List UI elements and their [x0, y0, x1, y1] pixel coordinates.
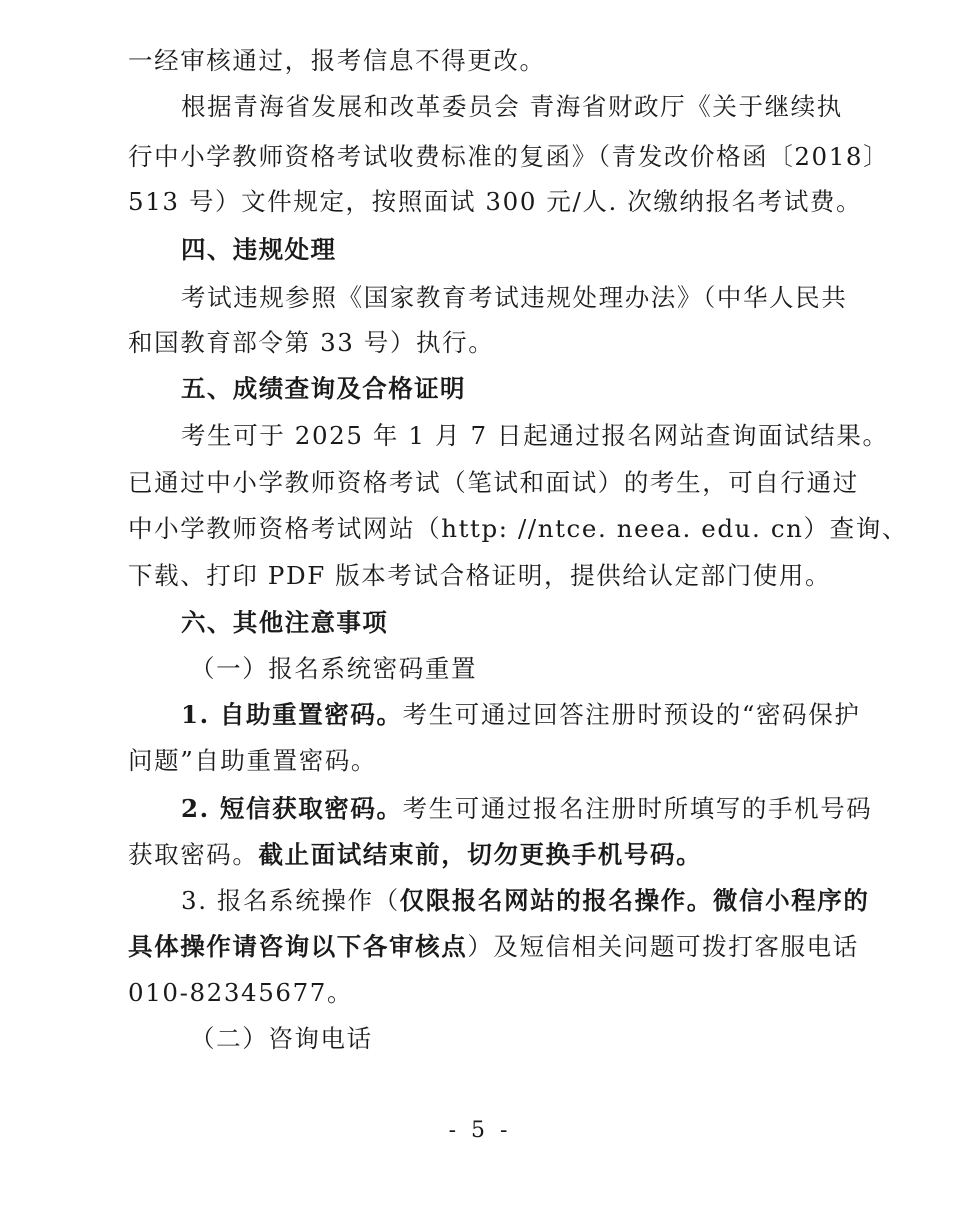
item-text: ）及短信相关问题可拨打客服电话	[467, 932, 859, 961]
paragraph-line	[181, 884, 870, 918]
paragraph-line: 一经审核通过，报考信息不得更改。	[128, 46, 546, 75]
item-text: 考生可通过回答注册时预设的“密码保护	[402, 700, 861, 729]
page-number: - 5 -	[448, 1118, 512, 1143]
item-text: 获取密码。	[128, 840, 259, 869]
paragraph-line	[128, 930, 859, 964]
item-text: 3. 报名系统操作（	[181, 886, 400, 915]
paragraph-line: 行中小学教师资格考试收费标准的复函》（青发改价格函〔2018〕	[128, 142, 890, 171]
emphasis-text: 仅限报名网站的报名操作。微信小程序的	[399, 886, 870, 915]
emphasis-text: 具体操作请咨询以下各审核点	[128, 932, 468, 961]
paragraph-line: 已通过中小学教师资格考试（笔试和面试）的考生，可自行通过	[128, 468, 859, 497]
paragraph-line	[181, 698, 861, 732]
emphasis-text: 截止面试结束前，切勿更换手机号码。	[258, 840, 703, 869]
paragraph-line: 问题”自助重置密码。	[128, 746, 378, 775]
paragraph-line	[181, 792, 873, 826]
paragraph-line: 考试违规参照《国家教育考试违规处理办法》（中华人民共	[181, 283, 848, 312]
section-heading: 六、其他注意事项	[181, 608, 389, 637]
item-title: 1. 自助重置密码。	[181, 700, 403, 729]
paragraph-line: 010-82345677。	[128, 978, 354, 1007]
paragraph-line: 和国教育部令第 33 号）执行。	[128, 328, 495, 357]
paragraph-line: 中小学教师资格考试网站（http: //ntce. neea. edu. cn）查询、	[128, 514, 908, 543]
section-heading: 四、违规处理	[181, 235, 337, 264]
paragraph-line: 根据青海省发展和改革委员会 青海省财政厅《关于继续执	[181, 92, 843, 121]
paragraph-line: 下载、打印 PDF 版本考试合格证明，提供给认定部门使用。	[128, 561, 832, 590]
item-text: 考生可通过报名注册时所填写的手机号码	[402, 794, 873, 823]
item-title: 2. 短信获取密码。	[181, 794, 403, 823]
subsection-heading: （二）咨询电话	[190, 1024, 373, 1053]
section-heading: 五、成绩查询及合格证明	[181, 374, 466, 403]
paragraph-line: 考生可于 2025 年 1 月 7 日起通过报名网站查询面试结果。	[181, 421, 889, 450]
paragraph-line: 513 号）文件规定，按照面试 300 元/人. 次缴纳报名考试费。	[128, 187, 863, 216]
subsection-heading: （一）报名系统密码重置	[190, 654, 478, 683]
paragraph-line	[128, 838, 840, 872]
